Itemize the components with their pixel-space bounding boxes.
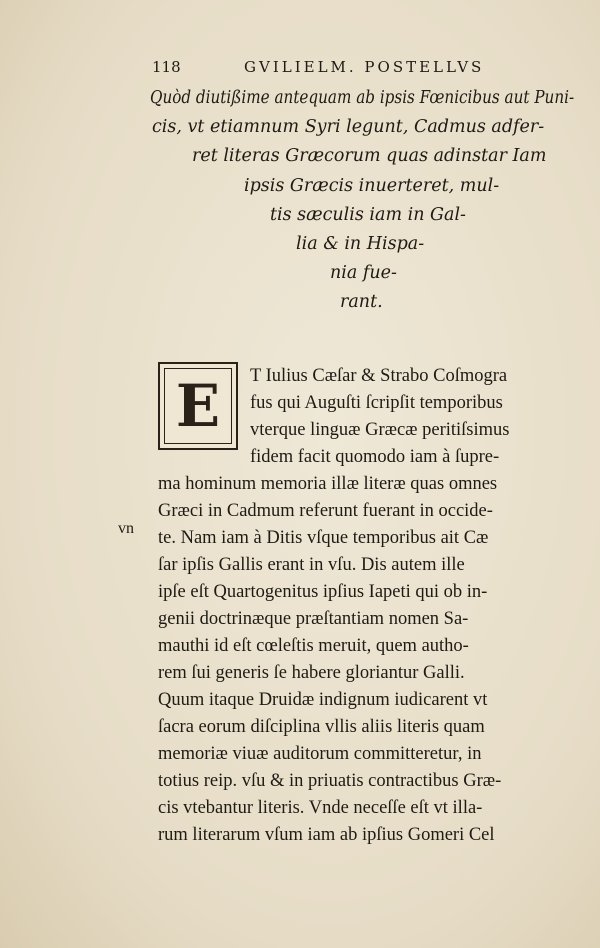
italic-heading-line: tis sæculis iam in Gal- [270,205,466,225]
initial-letter: E [175,372,221,440]
body-line: Græci in Cadmum referunt fuerant in occide- [158,501,493,521]
italic-heading-line: rant. [340,292,383,312]
body-line: rum literarum vſum iam ab ipſius Gomeri Cel [158,825,495,845]
body-line: fus qui Auguſti ſcripſit temporibus [250,393,503,413]
body-line: vterque linguæ Græcæ peritiſsimus [250,420,510,440]
ornamental-initial [158,362,238,450]
body-line: memoriæ viuæ auditorum committeretur, in [158,744,482,764]
body-line: ſar ipſis Gallis erant in vſu. Dis autem ille [158,555,465,575]
body-line: Quum itaque Druidæ indignum iudicarent vt [158,690,488,710]
italic-heading-line: ipsis Græcis inuerteret, mul- [244,176,500,196]
body-line: T Iulius Cæſar & Strabo Coſmogra [250,366,508,386]
body-line: mauthi id eſt cœleſtis meruit, quem autho- [158,636,469,656]
margin-note: vn [118,520,134,537]
body-line: genii doctrinæque præſtantiam nomen Sa- [158,609,469,629]
italic-heading-line: Quòd diutißime antequam ab ipsis Fœnicibus aut Puni- [150,88,575,108]
body-line: cis vtebantur literis. Vnde neceſſe eſt vt illa- [158,798,483,818]
body-line: fidem facit quomodo iam à ſupre- [250,447,500,467]
italic-heading-line: nia fue- [330,263,397,283]
italic-heading-line: cis, vt etiamnum Syri legunt, Cadmus adfer- [152,117,545,137]
page-number: 118 [152,58,181,76]
body-line: te. Nam iam à Ditis vſque temporibus ait Cæ [158,528,489,548]
body-line: ipſe eſt Quartogenitus ipſius Iapeti qui ob in- [158,582,488,602]
body-line: rem ſui generis ſe habere gloriantur Galli. [158,663,465,683]
body-line: ſacra eorum diſciplina vllis aliis literis quam [158,717,485,737]
body-line: ma hominum memoria illæ literæ quas omnes [158,474,498,494]
running-head: GVILIELM. POSTELLVS [244,58,485,76]
page-header [0,58,600,82]
italic-heading-line: lia & in Hispa- [296,234,425,254]
italic-heading-line: ret literas Græcorum quas adinstar Iam [192,146,547,166]
body-line: totius reip. vſu & in priuatis contractibus Græ- [158,771,502,791]
